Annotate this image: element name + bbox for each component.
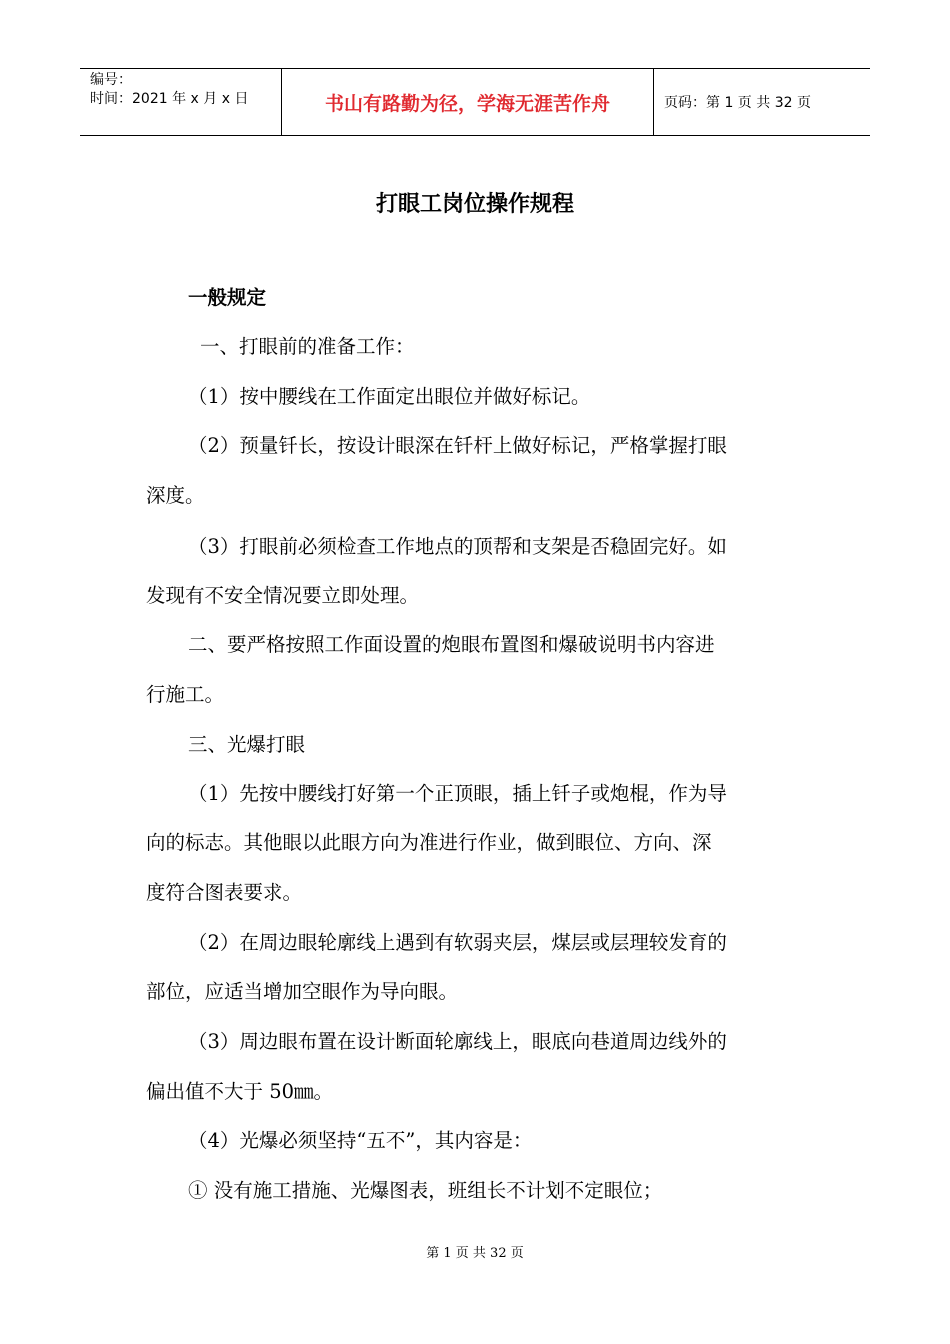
paragraph-line: 三、光爆打眼 bbox=[188, 733, 306, 756]
header-page-info: 页码：第 1 页 共 32 页 bbox=[664, 95, 811, 111]
paragraph-line: 偏出值不大于 50㎜。 bbox=[146, 1080, 334, 1103]
paragraph-line: 二、要严格按照工作面设置的炮眼布置图和爆破说明书内容进 bbox=[188, 633, 715, 656]
paragraph-line: （4）光爆必须坚持“五不”，其内容是： bbox=[188, 1129, 533, 1152]
paragraph-line: 深度。 bbox=[146, 484, 205, 507]
paragraph-line: （3）周边眼布置在设计断面轮廓线上，眼底向巷道周边线外的 bbox=[188, 1030, 727, 1053]
header-divider bbox=[653, 69, 654, 135]
paragraph-line: ① 没有施工措施、光爆图表，班组长不计划不定眼位； bbox=[188, 1179, 663, 1202]
header-motto: 书山有路勤为径，学海无涯苦作舟 bbox=[324, 92, 610, 115]
paragraph-line: 向的标志。其他眼以此眼方向为准进行作业，做到眼位、方向、深 bbox=[146, 831, 712, 854]
paragraph-line: （2）在周边眼轮廓线上遇到有软弱夹层，煤层或层理较发育的 bbox=[188, 931, 727, 954]
document-title: 打眼工岗位操作规程 bbox=[375, 192, 574, 217]
paragraph-line: （1）按中腰线在工作面定出眼位并做好标记。 bbox=[188, 385, 591, 408]
paragraph-line: 一、打眼前的准备工作： bbox=[200, 335, 415, 358]
page-header bbox=[80, 68, 870, 136]
paragraph-line: 部位，应适当增加空眼作为导向眼。 bbox=[146, 980, 459, 1003]
paragraph-line: （3）打眼前必须检查工作地点的顶帮和支架是否稳固完好。如 bbox=[188, 535, 727, 558]
document-number-label: 编号： bbox=[90, 72, 132, 88]
paragraph-line: 发现有不安全情况要立即处理。 bbox=[146, 584, 420, 607]
paragraph-line: （1）先按中腰线打好第一个正顶眼，插上钎子或炮棍，作为导 bbox=[188, 782, 727, 805]
page-footer: 第 1 页 共 32 页 bbox=[426, 1246, 524, 1261]
section-heading: 一般规定 bbox=[188, 286, 267, 309]
document-date: 时间：2021 年 x 月 x 日 bbox=[90, 91, 249, 107]
paragraph-line: （2）预量钎长，按设计眼深在钎杆上做好标记，严格掌握打眼 bbox=[188, 434, 727, 457]
paragraph-line: 行施工。 bbox=[146, 683, 225, 706]
paragraph-line: 度符合图表要求。 bbox=[146, 881, 303, 904]
header-meta bbox=[80, 69, 281, 135]
